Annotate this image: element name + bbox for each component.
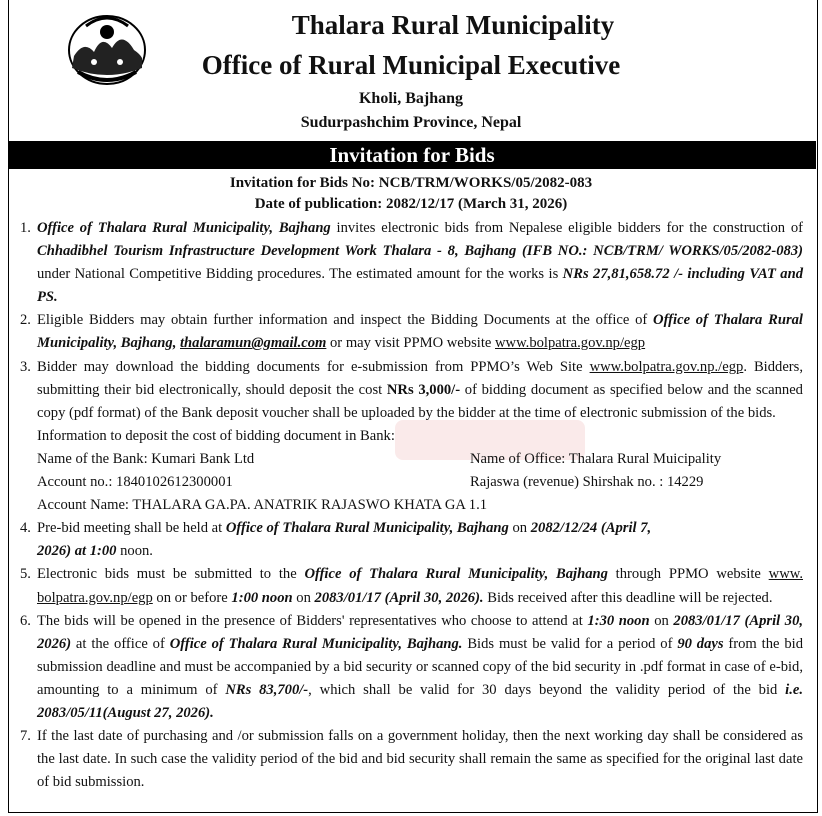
text-segment: Pre-bid meeting shall be held at xyxy=(37,520,226,537)
text-segment: If the last date of purchasing and /or submission falls on a government holiday, then the next working day shall be considered as the last date. In such case the validity period of the bid and bid security shall remain the same as specified for the original last date of bid submission. xyxy=(37,728,803,791)
text-segment: from the bid submission deadline and must be accompanied by a bid security or scanned copy of the bid security in .pdf format in case of e-bid, amounting to a minimum of xyxy=(37,635,804,698)
text-segment: 90 days xyxy=(677,635,724,652)
bank-info-intro: Information to deposit the cost of bidding document in Bank: xyxy=(37,427,395,444)
list-item xyxy=(20,217,803,309)
text-segment: through PPMO website xyxy=(607,566,769,583)
list-item xyxy=(20,517,803,563)
text-segment: The bids will be opened in the presence of Bidders' representatives who choose to attend at xyxy=(37,612,588,629)
item-text xyxy=(37,356,803,425)
item-number: 4. xyxy=(20,520,31,537)
list-item xyxy=(20,610,803,725)
text-segment: Office of Thalara Rural Municipality, Bajhang xyxy=(37,220,331,236)
text-segment: Bids received after this deadline will be rejected. xyxy=(483,589,773,606)
text-segment: on or before xyxy=(152,589,232,606)
item-text xyxy=(37,563,803,609)
publication-date: Date of publication: 2082/12/17 (March 31, 2026) xyxy=(254,196,568,212)
text-segment: Office of Thalara Rural Municipality, Bajhang xyxy=(225,520,509,537)
text-segment: of bidding document as specified below and the scanned copy (pdf format) of the Bank deposit voucher shall be uploaded by the bidder at the time of electronic submission of the bids. xyxy=(37,381,803,421)
address-line-2: Sudurpashchim Province, Nepal xyxy=(300,114,522,131)
account-name: Account Name: THALARA GA.PA. ANATRIK RAJASWO KHATA GA 1.1 xyxy=(37,497,488,514)
text-segment: Office of Thalara Rural Municipality, Bajhang. xyxy=(169,635,463,652)
text-segment: NRs 83,700/- xyxy=(225,681,309,698)
text-segment: 1:00 noon xyxy=(231,589,293,606)
item-number: 7. xyxy=(20,728,31,745)
text-segment: Electronic bids must be submitted to the xyxy=(37,566,305,583)
text-segment: Chhadibhel Tourism Infrastructure Development Work Thalara - 8, Bajhang (IFB NO.: NCB/TRM/ WORKS/05/2082-083) xyxy=(37,243,803,260)
text-segment: 1:30 noon xyxy=(587,612,650,629)
item-number: 1. xyxy=(20,220,31,236)
link-text[interactable]: www. bolpatra.gov.np/egp xyxy=(37,566,803,606)
list-item xyxy=(20,725,803,794)
text-segment: or may visit PPMO website xyxy=(326,335,495,352)
text-segment: Eligible Bidders may obtain further information and inspect the Bidding Documents at the office of xyxy=(37,312,654,329)
text-segment: 2083/01/17 (April 30, 2026) xyxy=(37,612,804,652)
account-number: Account no.: 1840102612300001 xyxy=(37,474,233,491)
text-segment: on xyxy=(292,589,315,606)
bank-row xyxy=(37,471,803,494)
text-segment: invites electronic bids from Nepalese eligible bidders for the construction of xyxy=(330,220,803,236)
text-segment: i.e. 2083/05/11(August 27, 2026). xyxy=(37,681,803,721)
text-segment: Office of Thalara Rural Municipality, Bajhang xyxy=(304,566,608,583)
text-segment: noon. xyxy=(116,543,153,560)
revenue-head: Rajaswa (revenue) Shirshak no. : 14229 xyxy=(470,474,704,491)
item-number: 6. xyxy=(20,612,31,629)
municipality-name: Thalara Rural Municipality xyxy=(291,10,615,40)
text-segment: 2082/12/24 (April 7, xyxy=(530,520,652,537)
page-title: Invitation for Bids xyxy=(8,141,816,169)
text-segment: 2026) at 1:00 xyxy=(37,543,117,560)
text-segment: Bidder may download the bidding documents for e-submission from PPMO’s Web Site xyxy=(37,358,590,375)
item-number: 3. xyxy=(20,358,31,375)
text-segment: NRs 27,81,658.72 /- including VAT and PS. xyxy=(37,266,804,306)
item-text xyxy=(37,309,803,355)
item-text xyxy=(37,725,803,794)
bank-name: Name of the Bank: Kumari Bank Ltd xyxy=(37,450,255,467)
notice-body xyxy=(20,217,803,794)
text-segment: NRs 3,000/- xyxy=(386,381,461,398)
text-segment: . Bidders, submitting their bid electronically, should deposit the cost xyxy=(37,358,803,398)
text-segment: Office of Thalara Rural Municipality, Bajhang, xyxy=(37,312,803,352)
list-item xyxy=(20,563,803,609)
bank-row xyxy=(37,448,803,471)
link-text[interactable]: www.bolpatra.gov.np/egp xyxy=(495,335,646,352)
text-segment: on xyxy=(508,520,531,537)
item-text xyxy=(37,517,803,563)
item-number: 5. xyxy=(20,566,31,583)
text-segment: on xyxy=(649,612,674,629)
item-number: 2. xyxy=(20,312,31,329)
text-segment: Bids must be valid for a period of xyxy=(462,635,678,652)
text-segment: at the office of xyxy=(71,635,170,652)
link-text[interactable]: thalaramun@gmail.com xyxy=(180,335,327,352)
link-text[interactable]: www.bolpatra.gov.np./egp xyxy=(589,358,744,375)
text-segment: , which shall be valid for 30 days beyond the validity period of the bid xyxy=(308,681,786,698)
office-name: Office of Rural Municipal Executive xyxy=(201,50,621,80)
address-line-1: Kholi, Bajhang xyxy=(358,90,464,107)
list-item xyxy=(20,309,803,355)
text-segment: under National Competitive Bidding procedures. The estimated amount for the works is xyxy=(37,266,563,283)
list-item xyxy=(20,356,803,518)
text-segment: 2083/01/17 (April 30, 2026). xyxy=(314,589,484,606)
ifb-number: Invitation for Bids No: NCB/TRM/WORKS/05/2082-083 xyxy=(229,175,593,191)
office-name-field: Name of Office: Thalara Rural Muicipality xyxy=(470,450,722,467)
item-text xyxy=(37,217,803,309)
item-text xyxy=(37,610,803,725)
